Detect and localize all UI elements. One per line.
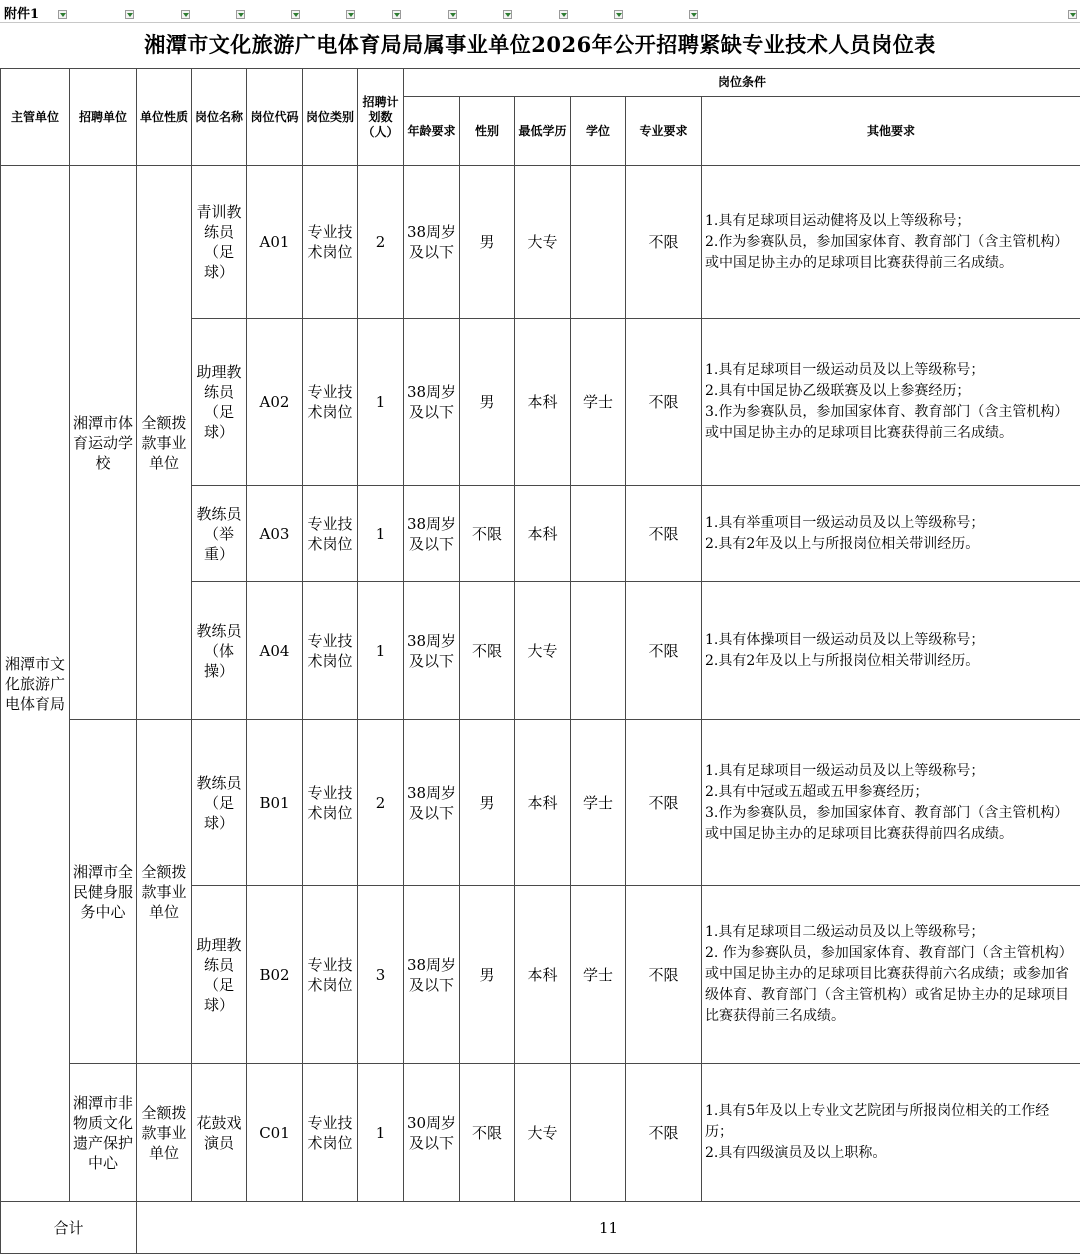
total-label: 合计 — [1, 1202, 137, 1254]
header-row — [1, 69, 1080, 97]
education-cell: 本科 — [515, 319, 571, 486]
post-name-cell: 教练员（足球） — [192, 720, 247, 886]
filter-dropdown-icon[interactable] — [236, 10, 245, 19]
filter-dropdown-icon[interactable] — [181, 10, 190, 19]
other-requirements-cell — [702, 1064, 1080, 1202]
unit-type-cell: 全额拨款事业单位 — [137, 720, 192, 1064]
post-category-cell: 专业技术岗位 — [303, 582, 358, 720]
age-cell: 38周岁及以下 — [404, 319, 460, 486]
header-conditions: 岗位条件 — [404, 69, 1080, 97]
unit-name-cell: 湘潭市非物质文化遗产保护中心 — [70, 1064, 137, 1202]
education-cell: 本科 — [515, 486, 571, 582]
page-title: 湘潭市文化旅游广电体育局局属事业单位2026年公开招聘紧缺专业技术人员岗位表 — [0, 22, 1080, 68]
plan-cell: 3 — [358, 886, 404, 1064]
table-row — [1, 720, 1080, 886]
other-requirements-cell — [702, 720, 1080, 886]
degree-cell: 学士 — [571, 319, 626, 486]
post-name-cell: 助理教练员（足球） — [192, 886, 247, 1064]
header-other: 其他要求 — [702, 97, 1080, 166]
post-code-cell: A04 — [247, 582, 303, 720]
filter-dropdown-icon[interactable] — [58, 10, 67, 19]
header-gender: 性别 — [460, 97, 515, 166]
requirement-line: 2. 作为参赛队员，参加国家体育、教育部门（含主管机构）或中国足协主办的足球项目比赛获得前六名成绩；或参加省级体育、教育部门（含主管机构）或省足协主办的足球项目比赛获得前三名成绩。 — [705, 943, 1077, 1027]
post-category-cell: 专业技术岗位 — [303, 1064, 358, 1202]
post-category-cell: 专业技术岗位 — [303, 486, 358, 582]
total-row — [1, 1202, 1080, 1254]
header-major: 专业要求 — [626, 97, 702, 166]
post-category-cell: 专业技术岗位 — [303, 720, 358, 886]
post-code-cell: B02 — [247, 886, 303, 1064]
other-requirements-cell — [702, 319, 1080, 486]
requirement-line: 3.作为参赛队员，参加国家体育、教育部门（含主管机构）或中国足协主办的足球项目比赛获得前四名成绩。 — [705, 803, 1077, 845]
filter-dropdown-icon[interactable] — [346, 10, 355, 19]
filter-dropdown-icon[interactable] — [503, 10, 512, 19]
post-name-cell: 教练员（举重） — [192, 486, 247, 582]
header-education: 最低学历 — [515, 97, 571, 166]
other-requirements-cell — [702, 582, 1080, 720]
unit-type-cell: 全额拨款事业单位 — [137, 1064, 192, 1202]
total-value: 11 — [137, 1202, 1080, 1254]
post-name-cell: 助理教练员（足球） — [192, 319, 247, 486]
post-code-cell: C01 — [247, 1064, 303, 1202]
plan-cell: 2 — [358, 166, 404, 319]
table-row — [1, 166, 1080, 319]
degree-cell: 学士 — [571, 720, 626, 886]
major-cell: 不限 — [626, 720, 702, 886]
header-post-code: 岗位代码 — [247, 69, 303, 166]
education-cell: 大专 — [515, 166, 571, 319]
age-cell: 38周岁及以下 — [404, 720, 460, 886]
requirement-line: 2.作为参赛队员，参加国家体育、教育部门（含主管机构）或中国足协主办的足球项目比赛获得前三名成绩。 — [705, 232, 1077, 274]
header-age: 年龄要求 — [404, 97, 460, 166]
plan-cell: 2 — [358, 720, 404, 886]
header-unit-type: 单位性质 — [137, 69, 192, 166]
requirement-line: 2.具有2年及以上与所报岗位相关带训经历。 — [705, 534, 1077, 555]
age-cell: 38周岁及以下 — [404, 166, 460, 319]
gender-cell: 不限 — [460, 1064, 515, 1202]
post-code-cell: A01 — [247, 166, 303, 319]
major-cell: 不限 — [626, 486, 702, 582]
filter-dropdown-icon[interactable] — [392, 10, 401, 19]
requirement-line: 2.具有2年及以上与所报岗位相关带训经历。 — [705, 651, 1077, 672]
supervisor-cell: 湘潭市文化旅游广电体育局 — [1, 166, 70, 1202]
gender-cell: 不限 — [460, 582, 515, 720]
gender-cell: 不限 — [460, 486, 515, 582]
requirement-line: 2.具有中冠或五超或五甲参赛经历； — [705, 782, 1077, 803]
requirement-line: 1.具有体操项目一级运动员及以上等级称号； — [705, 630, 1077, 651]
education-cell: 本科 — [515, 886, 571, 1064]
degree-cell — [571, 1064, 626, 1202]
post-category-cell: 专业技术岗位 — [303, 886, 358, 1064]
requirement-line: 3.作为参赛队员，参加国家体育、教育部门（含主管机构）或中国足协主办的足球项目比赛获得前三名成绩。 — [705, 402, 1077, 444]
education-cell: 本科 — [515, 720, 571, 886]
plan-cell: 1 — [358, 1064, 404, 1202]
education-cell: 大专 — [515, 582, 571, 720]
gender-cell: 男 — [460, 886, 515, 1064]
degree-cell — [571, 582, 626, 720]
gender-cell: 男 — [460, 319, 515, 486]
header-post-category: 岗位类别 — [303, 69, 358, 166]
plan-cell: 1 — [358, 486, 404, 582]
filter-dropdown-icon[interactable] — [448, 10, 457, 19]
attachment-label: 附件1 — [4, 3, 39, 22]
requirement-line: 2.具有中国足协乙级联赛及以上参赛经历； — [705, 381, 1077, 402]
other-requirements-cell — [702, 166, 1080, 319]
age-cell: 30周岁及以下 — [404, 1064, 460, 1202]
filter-dropdown-icon[interactable] — [559, 10, 568, 19]
requirement-line: 1.具有足球项目二级运动员及以上等级称号； — [705, 922, 1077, 943]
post-code-cell: A03 — [247, 486, 303, 582]
header-plan: 招聘计划数（人） — [358, 69, 404, 166]
requirement-line: 1.具有足球项目运动健将及以上等级称号； — [705, 211, 1077, 232]
recruitment-table — [0, 68, 1080, 1254]
unit-name-cell: 湘潭市全民健身服务中心 — [70, 720, 137, 1064]
post-category-cell: 专业技术岗位 — [303, 166, 358, 319]
requirement-line: 1.具有5年及以上专业文艺院团与所报岗位相关的工作经历； — [705, 1101, 1077, 1143]
plan-cell: 1 — [358, 319, 404, 486]
filter-dropdown-icon[interactable] — [291, 10, 300, 19]
filter-dropdown-icon[interactable] — [125, 10, 134, 19]
header-degree: 学位 — [571, 97, 626, 166]
major-cell: 不限 — [626, 582, 702, 720]
gender-cell: 男 — [460, 166, 515, 319]
post-name-cell: 青训教练员（足球） — [192, 166, 247, 319]
major-cell: 不限 — [626, 1064, 702, 1202]
filter-dropdown-icon[interactable] — [1068, 10, 1077, 19]
major-cell: 不限 — [626, 886, 702, 1064]
major-cell: 不限 — [626, 166, 702, 319]
header-post-name: 岗位名称 — [192, 69, 247, 166]
unit-type-cell: 全额拨款事业单位 — [137, 166, 192, 720]
header-unit: 招聘单位 — [70, 69, 137, 166]
post-code-cell: A02 — [247, 319, 303, 486]
age-cell: 38周岁及以下 — [404, 486, 460, 582]
table-row — [1, 1064, 1080, 1202]
filter-dropdown-icon[interactable] — [614, 10, 623, 19]
gender-cell: 男 — [460, 720, 515, 886]
post-code-cell: B01 — [247, 720, 303, 886]
age-cell: 38周岁及以下 — [404, 886, 460, 1064]
attachment-row — [0, 0, 1080, 23]
degree-cell: 学士 — [571, 886, 626, 1064]
post-name-cell: 教练员（体操） — [192, 582, 247, 720]
major-cell: 不限 — [626, 319, 702, 486]
other-requirements-cell — [702, 486, 1080, 582]
header-supervisor: 主管单位 — [1, 69, 70, 166]
age-cell: 38周岁及以下 — [404, 582, 460, 720]
plan-cell: 1 — [358, 582, 404, 720]
other-requirements-cell — [702, 886, 1080, 1064]
requirement-line: 1.具有足球项目一级运动员及以上等级称号； — [705, 360, 1077, 381]
education-cell: 大专 — [515, 1064, 571, 1202]
requirement-line: 1.具有举重项目一级运动员及以上等级称号； — [705, 513, 1077, 534]
unit-name-cell: 湘潭市体育运动学校 — [70, 166, 137, 720]
requirement-line: 2.具有四级演员及以上职称。 — [705, 1143, 1077, 1164]
degree-cell — [571, 166, 626, 319]
requirement-line: 1.具有足球项目一级运动员及以上等级称号； — [705, 761, 1077, 782]
filter-dropdown-icon[interactable] — [689, 10, 698, 19]
post-name-cell: 花鼓戏演员 — [192, 1064, 247, 1202]
post-category-cell: 专业技术岗位 — [303, 319, 358, 486]
degree-cell — [571, 486, 626, 582]
